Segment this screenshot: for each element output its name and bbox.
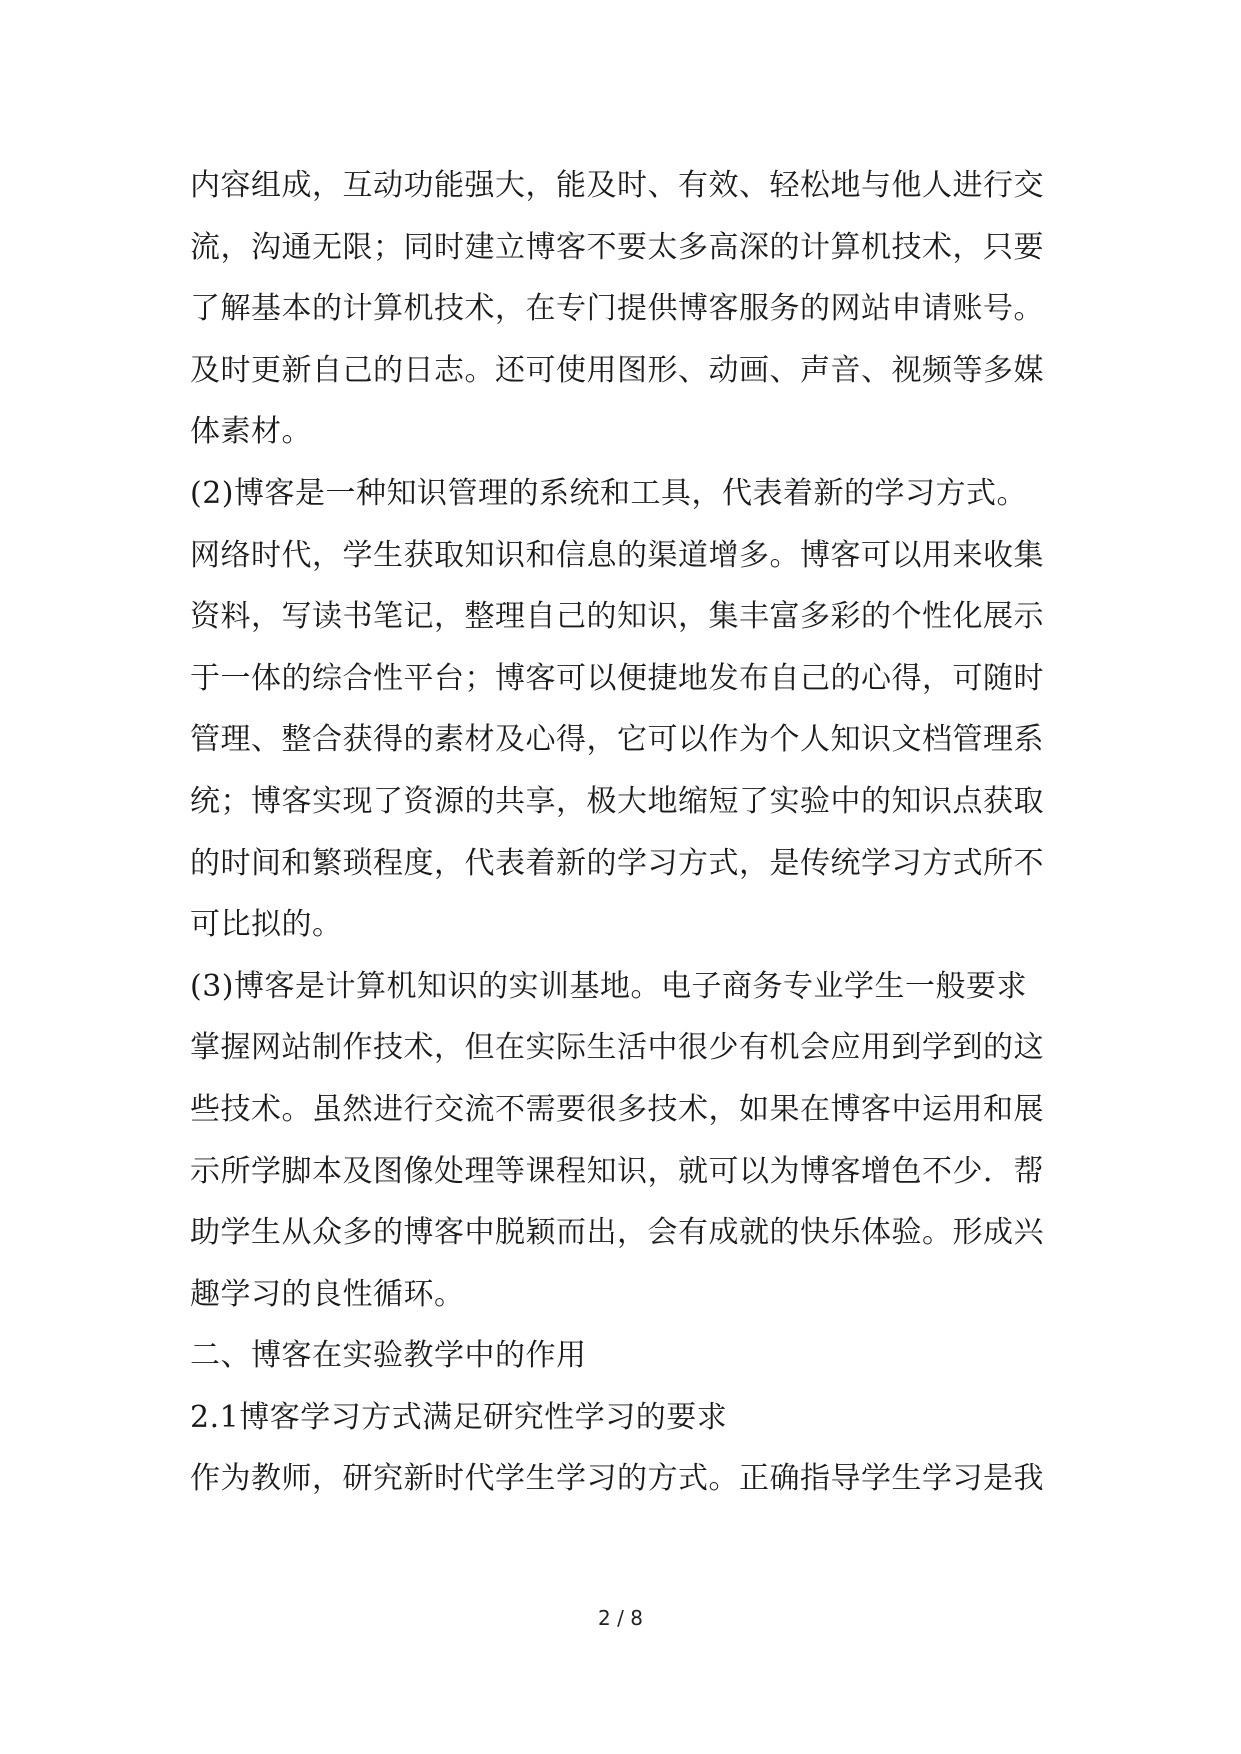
text-line: 了解基本的计算机技术，在专门提供博客服务的网站申请账号。 <box>190 291 1044 327</box>
text-line: (2)博客是一种知识管理的系统和工具，代表着新的学习方式。 <box>190 475 1027 511</box>
text-line: 示所学脚本及图像处理等课程知识，就可以为博客增色不少．帮 <box>190 1153 1044 1189</box>
text-line: 些技术。虽然进行交流不需要很多技术，如果在博客中运用和展 <box>190 1091 1044 1127</box>
text-line: 的时间和繁琐程度，代表着新的学习方式，是传统学习方式所不 <box>190 845 1044 881</box>
text-line: 内容组成，互动功能强大，能及时、有效、轻松地与他人进行交 <box>190 168 1044 203</box>
page-number: 2 / 8 <box>598 1606 643 1630</box>
text-line: 作为教师，研究新时代学生学习的方式。正确指导学生学习是我 <box>190 1461 1044 1497</box>
text-line: 及时更新自己的日志。还可使用图形、动画、声音、视频等多媒 <box>190 352 1044 388</box>
section-heading: 二、博客在实验教学中的作用 <box>190 1338 587 1374</box>
text-line: 可比拟的。 <box>190 907 343 943</box>
text-line: 资料，写读书笔记，整理自己的知识，集丰富多彩的个性化展示 <box>190 599 1044 635</box>
text-line: 管理、整合获得的素材及心得，它可以作为个人知识文档管理系 <box>190 722 1044 758</box>
text-line: 统；博客实现了资源的共享，极大地缩短了实验中的知识点获取 <box>190 783 1044 819</box>
text-line: 掌握网站制作技术，但在实际生活中很少有机会应用到学到的这 <box>190 1030 1044 1066</box>
text-line: 体素材。 <box>190 414 312 450</box>
subsection-heading: 2.1博客学习方式满足研究性学习的要求 <box>190 1399 728 1435</box>
text-line: 流，沟通无限；同时建立博客不要太多高深的计算机技术，只要 <box>190 229 1044 265</box>
text-line: 趣学习的良性循环。 <box>190 1276 465 1312</box>
text-line: 助学生从众多的博客中脱颖而出，会有成就的快乐体验。形成兴 <box>190 1215 1044 1251</box>
text-line: 网络时代，学生获取知识和信息的渠道增多。博客可以用来收集 <box>190 537 1044 573</box>
text-line: 于一体的综合性平台；博客可以便捷地发布自己的心得，可随时 <box>190 660 1044 696</box>
text-line: (3)博客是计算机知识的实训基地。电子商务专业学生一般要求 <box>190 968 1027 1004</box>
body-text <box>190 155 1070 1510</box>
